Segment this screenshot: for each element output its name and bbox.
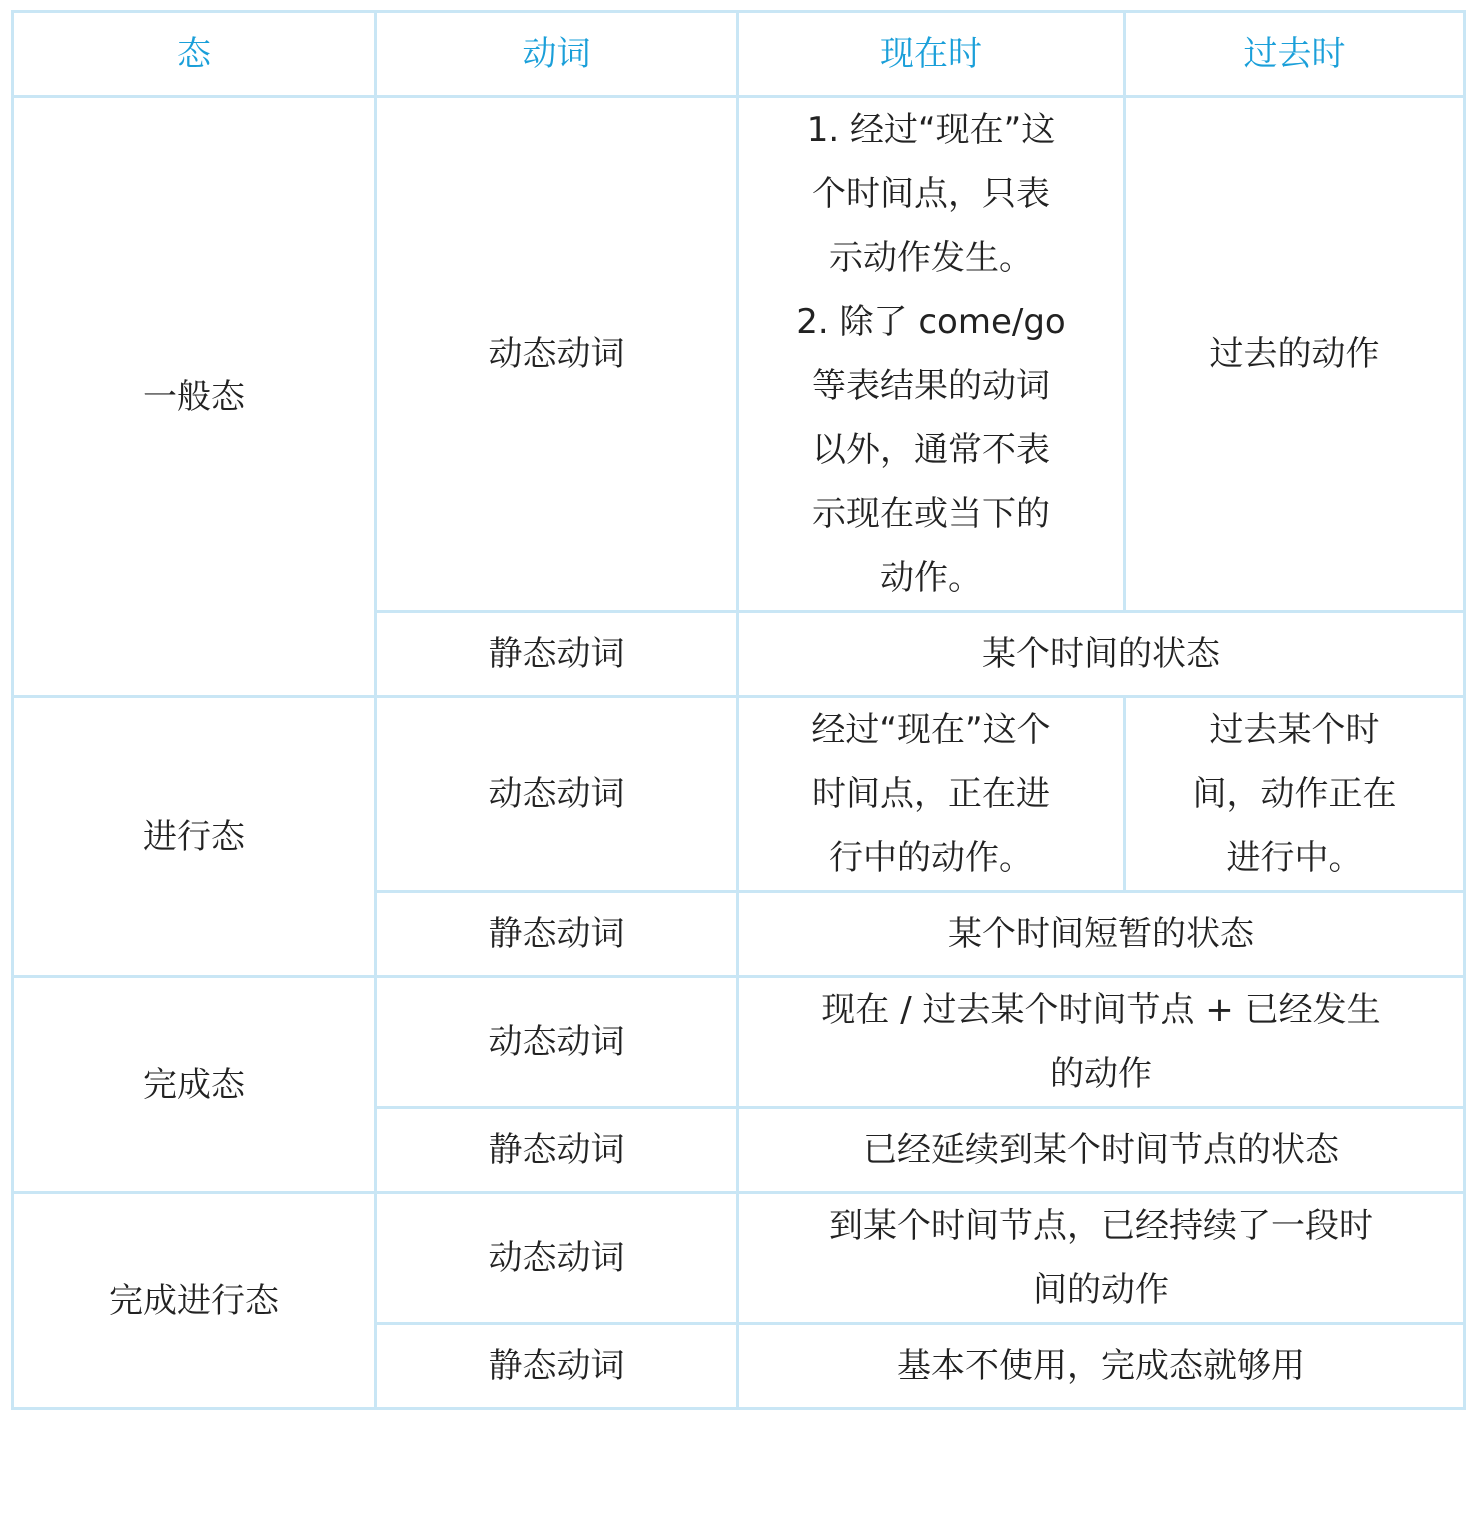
verb-cell: 动态动词 — [376, 1193, 738, 1324]
verb-cell: 动态动词 — [376, 697, 738, 892]
verb-cell: 静态动词 — [376, 1324, 738, 1409]
cell-line: 等表结果的动词 — [812, 366, 1050, 406]
past-cell — [1125, 697, 1465, 892]
header-past: 过去时 — [1125, 12, 1465, 97]
cell-line: 现在 / 过去某个时间节点 + 已经发生 — [821, 990, 1381, 1030]
cell-line: 示动作发生。 — [829, 238, 1033, 278]
verb-cell: 动态动词 — [376, 97, 738, 612]
cell-line: 动作。 — [880, 558, 982, 598]
table-row — [13, 977, 1465, 1108]
state-cell: 完成态 — [13, 977, 376, 1193]
cell-line: 示现在或当下的 — [812, 494, 1050, 534]
merged-tense-cell: 基本不使用，完成态就够用 — [738, 1324, 1465, 1409]
cell-line: 间的动作 — [1033, 1270, 1169, 1310]
header-row — [13, 12, 1465, 97]
past-cell: 过去的动作 — [1125, 97, 1465, 612]
cell-line: 2. 除了 come/go — [796, 302, 1066, 342]
verb-cell: 静态动词 — [376, 892, 738, 977]
cell-line: 到某个时间节点，已经持续了一段时 — [829, 1206, 1373, 1246]
verb-cell: 动态动词 — [376, 977, 738, 1108]
merged-tense-cell: 已经延续到某个时间节点的状态 — [738, 1108, 1465, 1193]
cell-line: 经过“现在”这个 — [811, 710, 1051, 750]
tense-table — [11, 10, 1466, 1410]
state-cell: 进行态 — [13, 697, 376, 977]
cell-line: 间，动作正在 — [1192, 774, 1397, 814]
table-row — [13, 1193, 1465, 1324]
table-row — [13, 97, 1465, 612]
verb-cell: 静态动词 — [376, 1108, 738, 1193]
state-cell: 完成进行态 — [13, 1193, 376, 1409]
cell-line: 个时间点，只表 — [812, 174, 1050, 214]
cell-line: 以外，通常不表 — [812, 430, 1050, 470]
present-cell — [738, 697, 1125, 892]
verb-cell: 静态动词 — [376, 612, 738, 697]
cell-line: 过去某个时 — [1209, 710, 1380, 750]
cell-line: 时间点，正在进 — [812, 774, 1050, 814]
merged-tense-cell: 某个时间短暂的状态 — [738, 892, 1465, 977]
state-cell: 一般态 — [13, 97, 376, 697]
cell-line: 行中的动作。 — [829, 838, 1033, 878]
header-verb: 动词 — [376, 12, 738, 97]
merged-tense-cell — [738, 977, 1465, 1108]
table-row — [13, 697, 1465, 892]
cell-line: 进行中。 — [1226, 838, 1363, 878]
cell-line: 1. 经过“现在”这 — [806, 110, 1056, 150]
header-present: 现在时 — [738, 12, 1125, 97]
tense-table-container — [11, 10, 1466, 1410]
merged-tense-cell — [738, 1193, 1465, 1324]
cell-line: 的动作 — [1050, 1054, 1152, 1094]
merged-tense-cell: 某个时间的状态 — [738, 612, 1465, 697]
header-state: 态 — [13, 12, 376, 97]
present-cell — [738, 97, 1125, 612]
